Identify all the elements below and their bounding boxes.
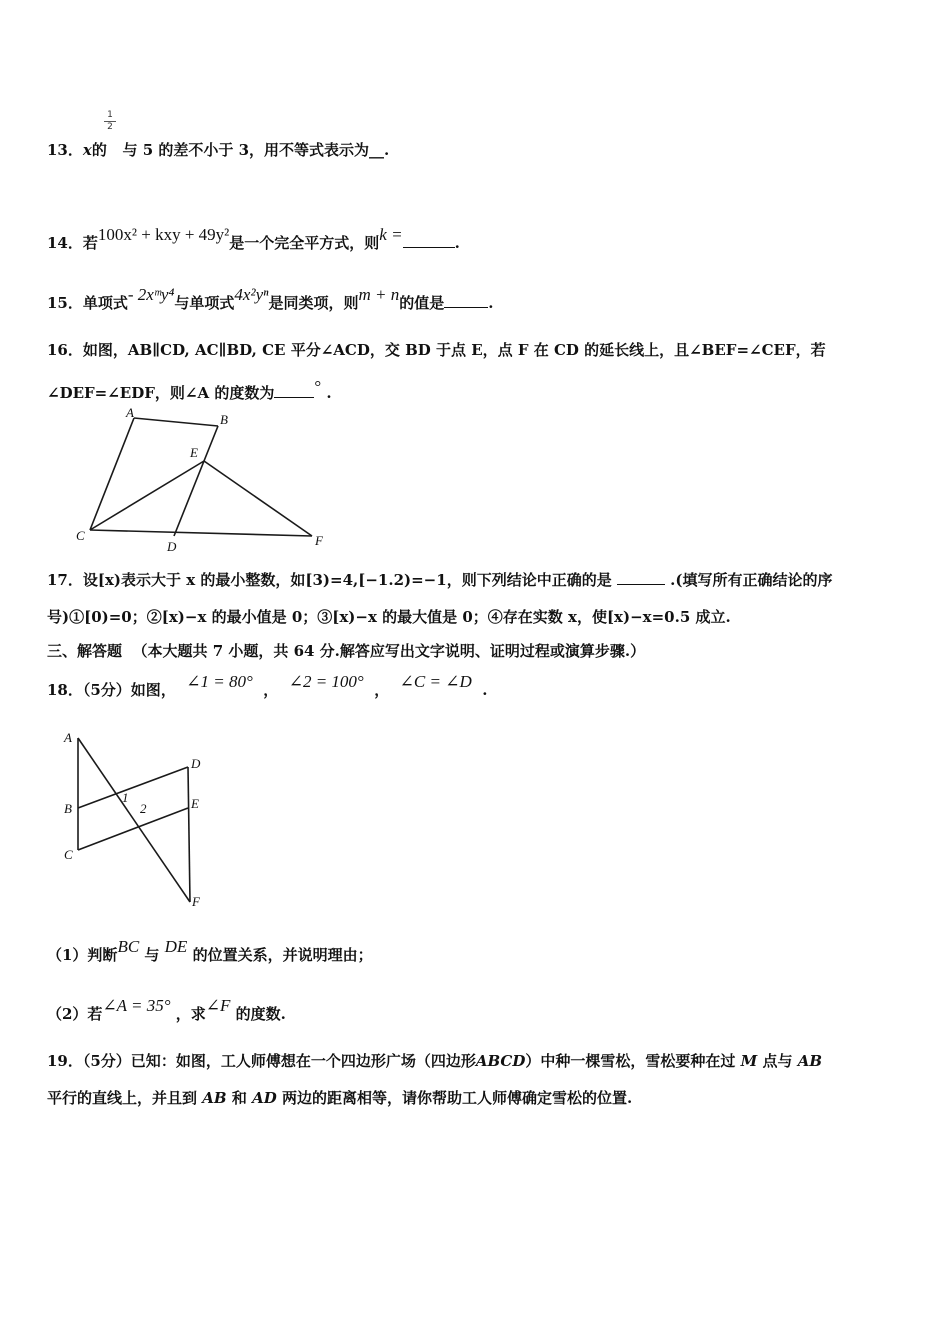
q15-text-b: 与单项式 (174, 294, 235, 312)
q19-line-1-b: ）中种一棵雪松，雪松要种在过 (525, 1052, 736, 1070)
q18-expression-3: ∠C = ∠D (399, 672, 472, 691)
question-19-line-2 (47, 1088, 632, 1108)
label-f: F (315, 533, 323, 548)
question-17-line-1 (47, 570, 833, 590)
question-number: 16． (47, 341, 83, 359)
q15-tail: . (488, 294, 494, 312)
q17-line-1-b: .(填写所有正确结论的序 (670, 571, 833, 589)
q14-text-a: 若 (82, 234, 98, 252)
q15-expression-2: 4x²yⁿ (234, 285, 269, 304)
segment-ac (90, 418, 134, 530)
label-c: C (64, 847, 73, 862)
part-2-text-b: ，求 (175, 1005, 206, 1023)
question-number: 14． (47, 234, 83, 252)
question-number: 18． (47, 681, 83, 699)
question-number: 17． (47, 571, 83, 589)
section-title: 三、解答题 (47, 642, 123, 660)
angle-1-label: 1 (122, 790, 129, 805)
segment-af (78, 738, 190, 902)
separator: ， (263, 681, 279, 699)
answer-blank (403, 233, 455, 248)
q19-line-2-a: 平行的直线上，并且到 (47, 1089, 198, 1107)
q14-text-b: 是一个完全平方式，则 (229, 234, 380, 252)
question-number: 19． (47, 1052, 83, 1070)
section-description: （本大题共 7 小题，共 64 分.解答应写出文字说明、证明过程或演算步骤.） (132, 642, 646, 660)
variable-x: x (82, 141, 92, 159)
segment-ab (134, 418, 218, 426)
q13-text-a: 的 (91, 141, 107, 159)
segment-ce (90, 461, 204, 530)
question-19-line-1 (47, 1051, 822, 1071)
section-3-header (47, 641, 645, 661)
label-d: D (167, 539, 177, 554)
q15-expression-1: - 2xᵐy⁴ (127, 285, 175, 304)
question-number: 13． (47, 141, 83, 159)
q19-line-2-b: 和 (231, 1089, 247, 1107)
label-e: E (190, 445, 198, 460)
segment-bd (174, 426, 218, 536)
q16-line-2-text: ∠DEF=∠EDF，则∠A 的度数为 (47, 384, 275, 402)
angle-2-label: 2 (140, 801, 147, 816)
q16-tail: . (326, 384, 332, 402)
q15-text-c: 是同类项，则 (268, 294, 359, 312)
part-2-text-c: 的度数. (235, 1005, 286, 1023)
segment-cf (90, 530, 312, 536)
part-1-text-a: （1）判断 (47, 946, 118, 964)
answer-blank (617, 570, 665, 585)
label-a: A (126, 406, 134, 420)
q16-line-1: 如图，AB∥CD, AC∥BD, CE 平分∠ACD，交 BD 于点 E，点 F 在 CD 的延长线上，且∠BEF=∠CEF，若 (82, 341, 826, 359)
label-b: B (64, 801, 72, 816)
q15-text-d: 的值是 (399, 294, 445, 312)
question-13 (47, 140, 389, 160)
question-14 (47, 225, 460, 253)
fraction-one-half (104, 111, 116, 132)
question-17-line-2 (47, 607, 731, 627)
q19-line-1-c: 点与 (762, 1052, 793, 1070)
label-f: F (192, 894, 200, 909)
q15-expression-3: m + n (358, 285, 400, 304)
segment-ab: AB (797, 1052, 823, 1070)
part-1-text-b: 与 (144, 946, 160, 964)
question-18 (47, 672, 488, 700)
angle-a-expression: ∠A = 35° (102, 996, 171, 1015)
segment-de: DE (164, 937, 188, 956)
answer-blank (274, 383, 314, 398)
quad-abcd: ABCD (475, 1052, 526, 1070)
q14-k-expression: k = (379, 225, 403, 244)
q17-line-2: 号)①[0)=0；②[x)−x 的最小值是 0；③[x)−x 的最大值是 0；④存在实数 x，使[x)−x=0.5 成立. (47, 608, 731, 626)
part-2-text-a: （2）若 (47, 1005, 103, 1023)
part-1-text-c: 的位置关系，并说明理由； (192, 946, 373, 964)
question-15 (47, 285, 494, 313)
q18-expression-2: ∠2 = 100° (288, 672, 364, 691)
segment-bc: BC (117, 937, 140, 956)
label-d: D (191, 756, 201, 771)
fraction-denominator: 2 (107, 122, 113, 132)
q18-tail: . (482, 681, 488, 699)
question-16-line-1 (47, 340, 826, 360)
angle-f: ∠F (205, 996, 231, 1015)
segment-ce (78, 808, 188, 850)
label-a: A (64, 730, 72, 745)
q13-text-b: 与 5 的差不小于 3，用不等式表示为__. (122, 141, 390, 159)
label-b: B (220, 412, 228, 427)
q14-tail: . (454, 234, 460, 252)
q19-line-1-a: （5分）已知：如图，工人师傅想在一个四边形广场（四边形 (82, 1052, 476, 1070)
degree-symbol: ° (314, 377, 322, 396)
question-number: 15． (47, 294, 83, 312)
point-m: M (740, 1052, 758, 1070)
q17-line-1-a: 设[x)表示大于 x 的最小整数，如[3)=4,[−1.2)=−1，则下列结论中正确的是 (82, 571, 612, 589)
segment-df (188, 767, 190, 902)
segment-bd (78, 767, 188, 808)
q19-line-2-c: 两边的距离相等，请你帮助工人师傅确定雪松的位置. (281, 1089, 633, 1107)
q16-figure (70, 406, 340, 556)
question-16-line-2 (47, 377, 332, 403)
q18-figure (58, 724, 218, 914)
label-e: E (191, 796, 199, 811)
question-18-part-2 (47, 996, 286, 1024)
fraction-numerator: 1 (107, 110, 113, 120)
label-c: C (76, 528, 85, 543)
segment-ad: AD (252, 1089, 277, 1107)
segment-ef (204, 461, 312, 536)
segment-ab: AB (202, 1089, 227, 1107)
q14-expression: 100x² + kxy + 49y² (97, 225, 230, 244)
question-18-part-1 (47, 937, 373, 965)
q15-text-a: 单项式 (82, 294, 128, 312)
answer-blank (444, 293, 488, 308)
q18-text-a: （5分）如图， (82, 681, 176, 699)
separator: ， (374, 681, 390, 699)
q18-expression-1: ∠1 = 80° (186, 672, 253, 691)
